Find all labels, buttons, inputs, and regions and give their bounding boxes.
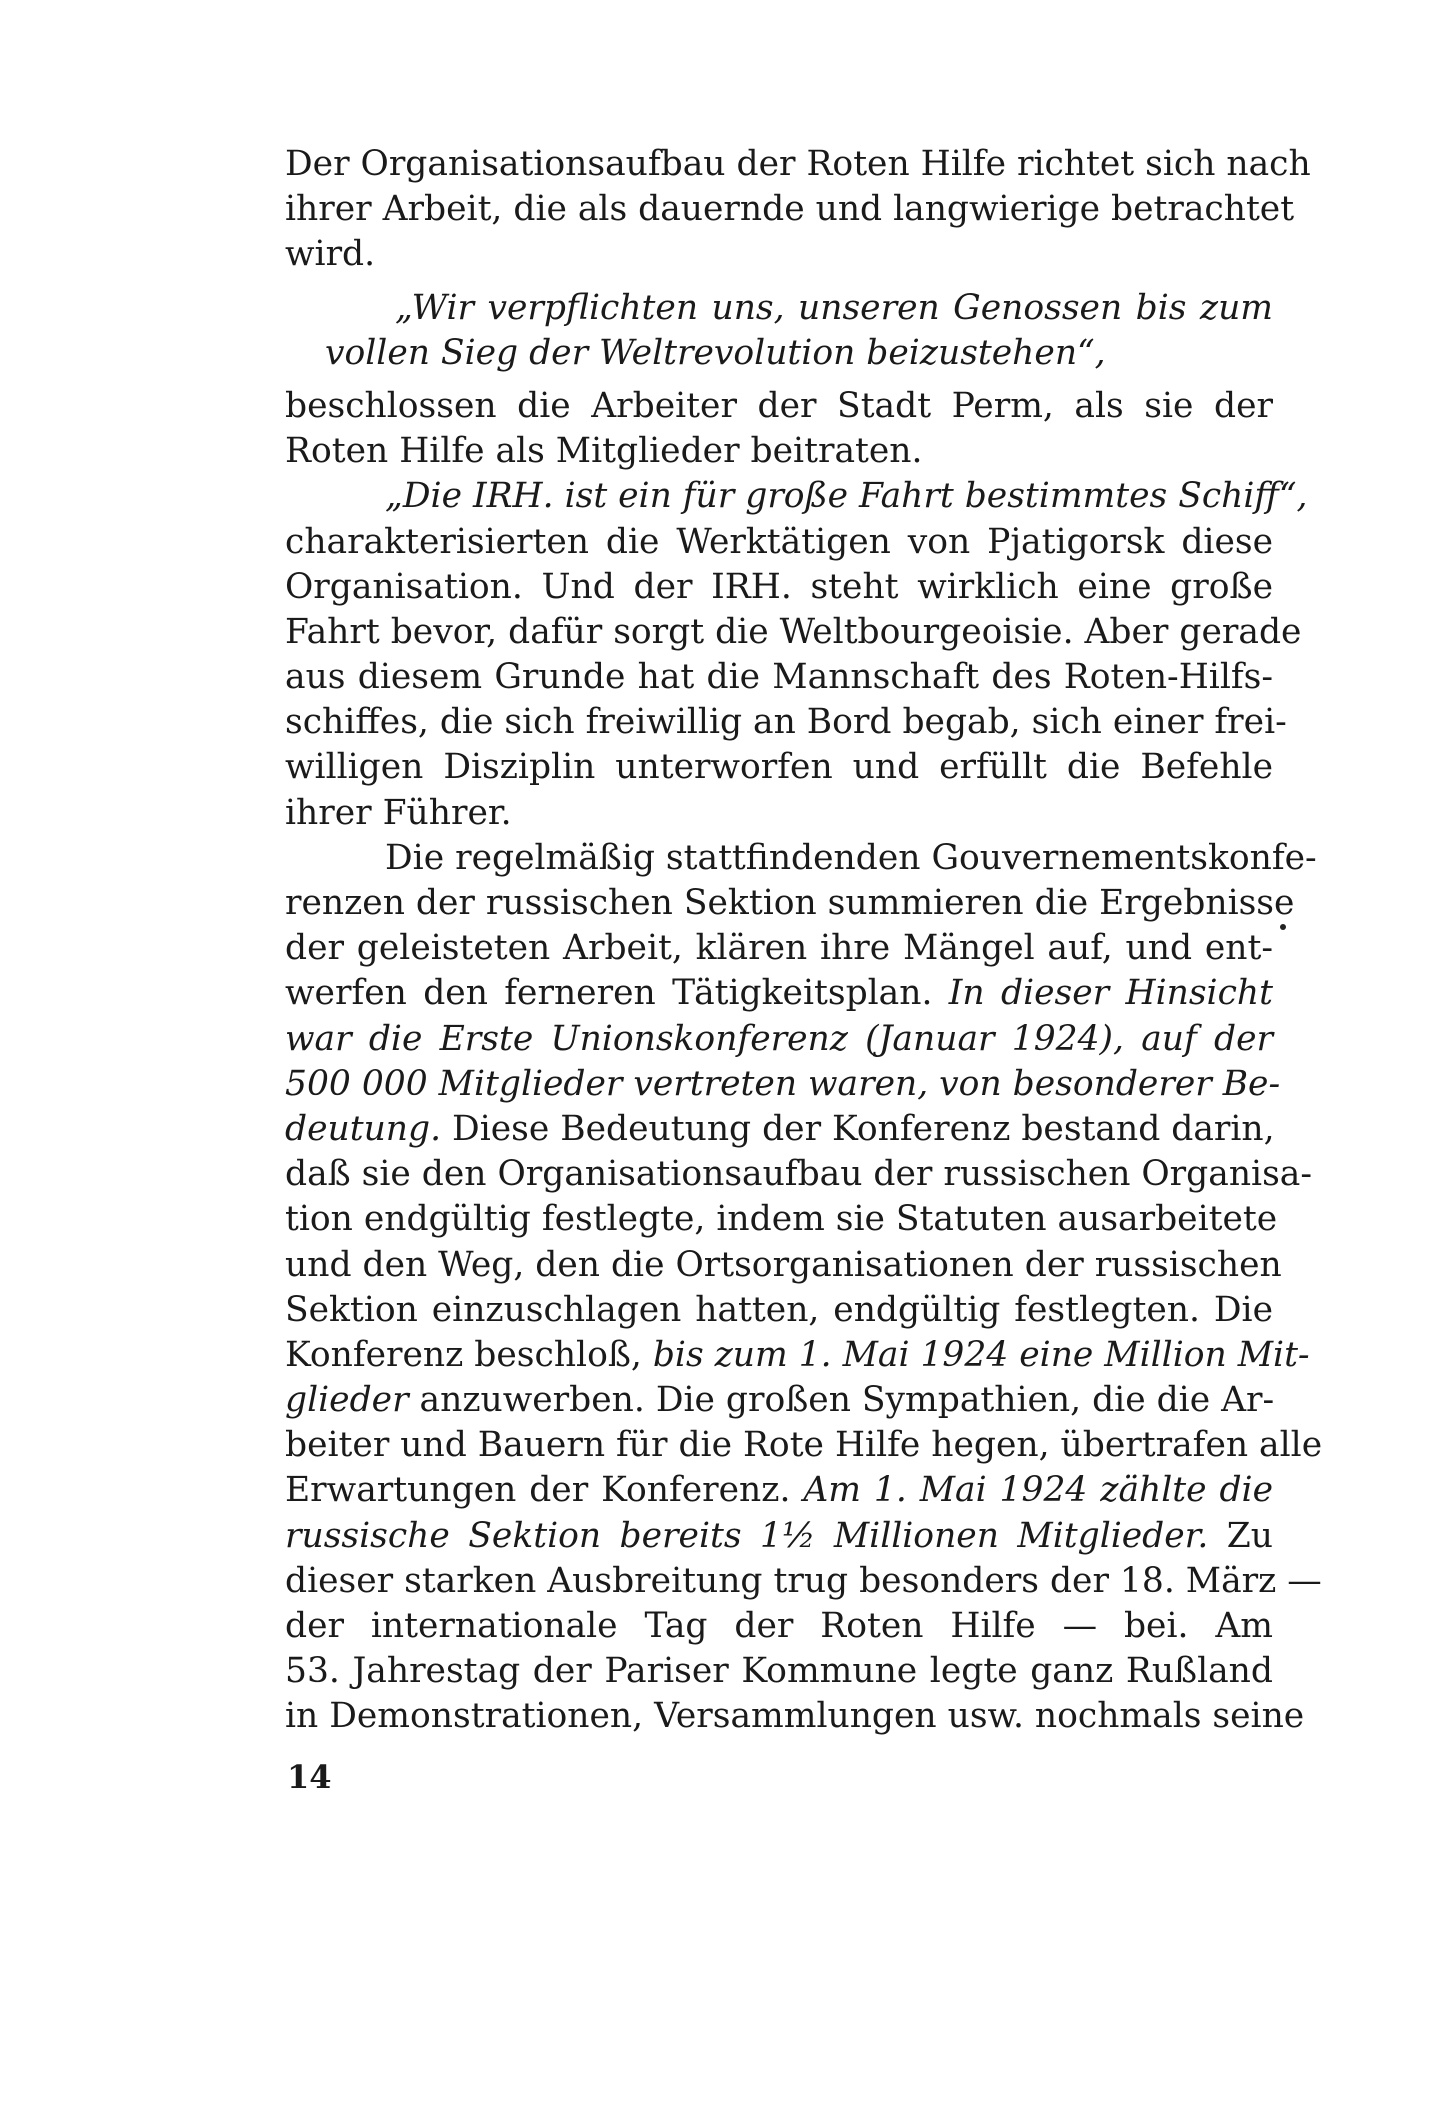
- emphasis-text: glieder: [285, 1380, 409, 1421]
- text-line: der geleisteten Arbeit, klären ihre Mängel auf, und ent-: [285, 928, 1273, 969]
- text-line: charakterisierten die Werktätigen von Pjatigorsk diese: [285, 521, 1273, 562]
- text-segment: Zu: [1208, 1515, 1273, 1556]
- emphasis-line: 500 000 Mitglieder vertreten waren, von besonderer Be-: [285, 1063, 1281, 1104]
- text-line: ihrer Arbeit, die als dauernde und langwierige betrachtet: [285, 189, 1295, 230]
- text-line: [285, 971, 1273, 1016]
- text-segment: anzuwerben. Die großen Sympathien, die die Ar-: [408, 1380, 1275, 1421]
- text-line: Fahrt bevor, dafür sorgt die Weltbourgeoisie. Aber gerade: [285, 611, 1302, 652]
- emphasis-text: Am 1. Mai 1924 zählte die: [803, 1470, 1273, 1511]
- text-line: [285, 1333, 1310, 1378]
- text-line: [285, 1107, 1273, 1152]
- text-line: Die regelmäßig stattfindenden Gouvernementskonfe-: [385, 837, 1317, 878]
- text-line: [285, 1378, 1273, 1423]
- quote-text: „Die IRH. ist ein für große Fahrt bestimmtes Schiff“,: [385, 476, 1308, 517]
- emphasis-text: bis zum 1. Mai 1924 eine Million Mit-: [652, 1334, 1310, 1375]
- text-line: beiter und Bauern für die Rote Hilfe hegen, übertrafen alle: [285, 1425, 1323, 1466]
- text-segment: Erwartungen der Konferenz.: [285, 1470, 804, 1511]
- text-line: 53. Jahrestag der Pariser Kommune legte ganz Rußland: [285, 1651, 1273, 1692]
- text-segment: Diese Bedeutung der Konferenz bestand darin,: [441, 1108, 1275, 1149]
- text-line: Organisation. Und der IRH. steht wirklich eine große: [285, 566, 1273, 607]
- text-line: tion endgültig festlegte, indem sie Statuten ausarbeitete: [285, 1199, 1278, 1240]
- text-line: Der Organisationsaufbau der Roten Hilfe richtet sich nach: [285, 144, 1311, 184]
- text-line: ihrer Führer.: [285, 792, 512, 833]
- text-line: willigen Disziplin unterworfen und erfüllt die Befehle: [285, 747, 1273, 788]
- text-line: [285, 474, 1308, 519]
- text-line: wird.: [285, 234, 376, 275]
- text-segment: werfen den ferneren Tätigkeitsplan.: [285, 973, 949, 1014]
- text-line: und den Weg, den die Ortsorganisationen der russischen: [285, 1244, 1282, 1285]
- text-line: Sektion einzuschlagen hatten, endgültig festlegten. Die: [285, 1289, 1273, 1330]
- text-line: dieser starken Ausbreitung trug besonders der 18. März —: [285, 1560, 1322, 1601]
- quote-line: „Wir verpflichten uns, unseren Genossen bis zum: [395, 287, 1273, 328]
- body-text: [285, 142, 1323, 1740]
- margin-mark: [1280, 924, 1286, 930]
- text-line: schiffes, die sich freiwillig an Bord begab, sich einer frei-: [285, 702, 1287, 743]
- page-number: 14: [287, 1758, 332, 1796]
- text-line: aus diesem Grunde hat die Mannschaft des Roten-Hilfs-: [285, 657, 1273, 698]
- text-line: daß sie den Organisationsaufbau der russischen Organisa-: [285, 1154, 1312, 1195]
- emphasis-text: russische Sektion bereits 1½ Millionen Mitglieder.: [285, 1515, 1209, 1556]
- emphasis-text: deutung.: [285, 1108, 442, 1149]
- text-line: [285, 1468, 1273, 1513]
- text-line: beschlossen die Arbeiter der Stadt Perm, als sie der: [285, 385, 1273, 426]
- text-line: renzen der russischen Sektion summieren die Ergebnisse: [285, 883, 1295, 923]
- emphasis-text: In dieser Hinsicht: [948, 973, 1273, 1014]
- text-segment: Konferenz beschloß,: [285, 1334, 653, 1375]
- text-line: [285, 1514, 1273, 1559]
- text-line: Roten Hilfe als Mitglieder beitraten.: [285, 431, 923, 472]
- emphasis-line: war die Erste Unionskonferenz (Januar 1924), auf der: [285, 1018, 1273, 1059]
- quote-line: vollen Sieg der Weltrevolution beizustehen“,: [325, 332, 1106, 373]
- text-line: in Demonstrationen, Versammlungen usw. nochmals seine: [285, 1696, 1305, 1737]
- text-line: der internationale Tag der Roten Hilfe — bei. Am: [285, 1606, 1273, 1646]
